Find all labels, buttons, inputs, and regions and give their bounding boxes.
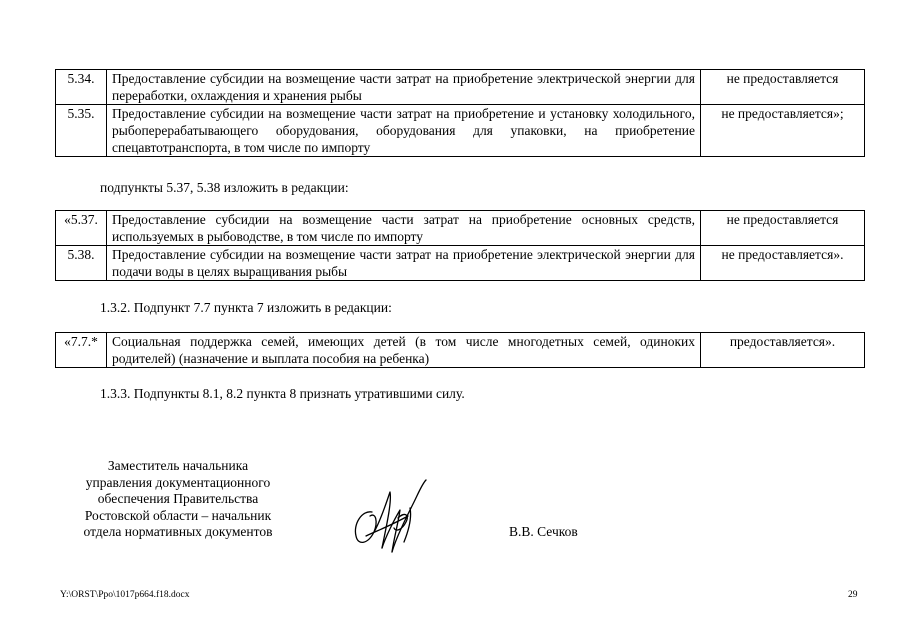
item-number: 5.38. [56,246,107,281]
signatory-title [62,458,294,541]
item-text: Социальная поддержка семей, имеющих детей (в том числе многодетных семей, одиноких родителей) (назначение и выплата пособия на ребенка) [107,333,701,368]
instruction-paragraph: подпункты 5.37, 5.38 изложить в редакции: [100,180,349,195]
social-support-table [55,332,865,368]
table-row [56,105,865,157]
signatory-title-line: Ростовской области – начальник [84,507,272,523]
footer-file-path: Y:\ORST\Ppo\1017p664.f18.docx [60,590,190,600]
instruction-paragraph: 1.3.3. Подпункты 8.1, 8.2 пункта 8 признать утратившими силу. [100,386,465,401]
page-number: 29 [848,590,858,600]
item-text: Предоставление субсидии на возмещение части затрат на приобретение электрической энергии для подачи воды в целях выращивания рыбы [107,246,701,281]
item-status: не предоставляется [701,211,865,246]
table-row [56,211,865,246]
signatory-title-line: Заместитель начальника [107,458,249,473]
signatory-title-line: отдела нормативных документов [83,524,273,539]
table-row [56,246,865,281]
signatory-name: В.В. Сечков [509,524,578,539]
signatory-title-line: управления документационного [85,474,271,490]
item-text: Предоставление субсидии на возмещение части затрат на приобретение электрической энергии для переработки, охлаждения и хранения рыбы [107,70,701,105]
item-number: 5.34. [56,70,107,105]
item-status: предоставляется». [701,333,865,368]
instruction-paragraph: 1.3.2. Подпункт 7.7 пункта 7 изложить в редакции: [100,300,392,315]
signatory-title-line: обеспечения Правительства [97,491,259,506]
item-text: Предоставление субсидии на возмещение части затрат на приобретение основных средств, используемых в рыбоводстве, в том числе по импорту [107,211,701,246]
item-status: не предоставляется [701,70,865,105]
subsidy-table-2 [55,210,865,281]
table-row [56,333,865,368]
item-status: не предоставляется». [701,246,865,281]
table-row [56,70,865,105]
item-text: Предоставление субсидии на возмещение части затрат на приобретение и установку холодильного, рыбоперерабатывающего оборудования, оборудования для упаковки, на приобретение спецавтотранспорта, в том числе по импорту [107,105,701,157]
item-number: «7.7.* [56,333,107,368]
handwritten-signature [350,478,430,556]
item-status: не предоставляется»; [701,105,865,157]
item-number: 5.35. [56,105,107,157]
item-number: «5.37. [56,211,107,246]
subsidy-table-1 [55,69,865,157]
